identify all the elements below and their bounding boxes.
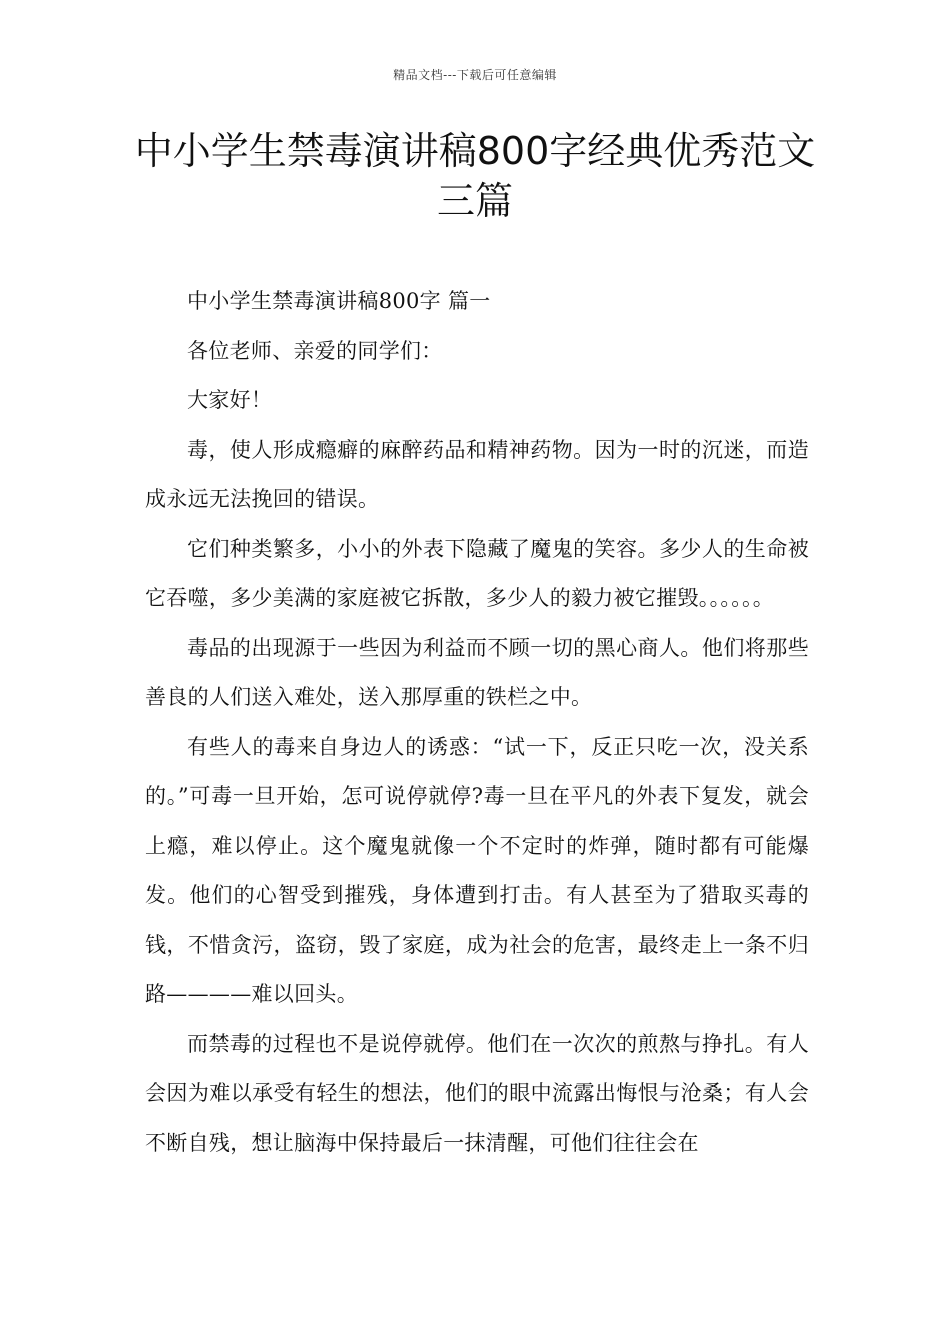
salutation: 各位老师、亲爱的同学们： bbox=[187, 338, 443, 363]
body-paragraph: 毒，使人形成瘾癖的麻醉药品和精神药物。因为一时的沉迷，而造成永远无法挽回的错误。 bbox=[145, 437, 809, 511]
body-paragraph: 它们种类繁多，小小的外表下隐藏了魔鬼的笑容。多少人的生命被它吞噬，多少美满的家庭被它拆散，多少人的毅力被它摧毁。。。。。。 bbox=[145, 536, 809, 610]
document-body bbox=[145, 277, 809, 1168]
body-paragraph: 毒品的出现源于一些因为利益而不顾一切的黑心商人。他们将那些善良的人们送入难处，送入那厚重的铁栏之中。 bbox=[145, 635, 809, 709]
document-title: 中小学生禁毒演讲稿800字经典优秀范文三篇 bbox=[134, 129, 816, 223]
body-paragraph: 有些人的毒来自身边人的诱惑：“试一下，反正只吃一次，没关系的。”可毒一旦开始，怎可说停就停?毒一旦在平凡的外表下复发，就会上瘾，难以停止。这个魔鬼就像一个不定时的炸弹，随时都有可能爆发。他们的心智受到摧残，身体遭到打击。有人甚至为了猎取买毒的钱，不惜贪污，盗窃，毁了家庭，成为社会的危害，最终走上一条不归路————难以回头。 bbox=[145, 734, 809, 1006]
header-note: 精品文档---下载后可任意编辑 bbox=[393, 68, 557, 82]
section-heading: 中小学生禁毒演讲稿800字 篇一 bbox=[187, 289, 491, 313]
body-paragraph: 而禁毒的过程也不是说停就停。他们在一次次的煎熬与挣扎。有人会因为难以承受有轻生的想法，他们的眼中流露出悔恨与沧桑；有人会不断自残，想让脑海中保持最后一抹清醒，可他们往往会在 bbox=[145, 1031, 809, 1155]
greeting: 大家好！ bbox=[187, 388, 273, 412]
